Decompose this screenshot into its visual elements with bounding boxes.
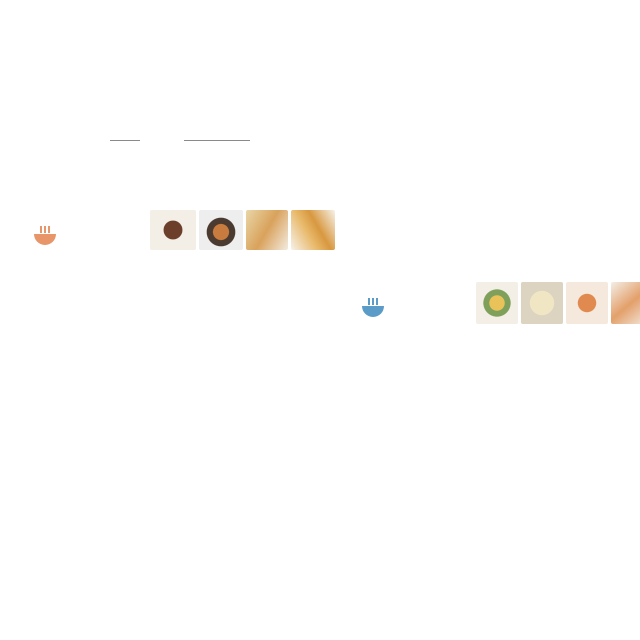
header-ornament-right — [184, 140, 250, 141]
chapter2-label — [360, 298, 390, 318]
dish-photo — [246, 210, 288, 250]
dish-photo — [566, 282, 608, 324]
chapter1-photos — [150, 210, 335, 250]
toc-header — [110, 128, 250, 152]
dish-photo — [476, 282, 518, 324]
dish-photo — [291, 210, 335, 250]
dish-photo — [611, 282, 640, 324]
dish-photo — [521, 282, 563, 324]
chapter1-label — [32, 226, 62, 246]
bowl-icon — [360, 298, 386, 318]
dish-photo — [199, 210, 243, 250]
chapter2-photos — [476, 282, 640, 324]
dish-photo — [150, 210, 196, 250]
bowl-icon — [32, 226, 58, 246]
header-ornament-left — [110, 140, 140, 141]
